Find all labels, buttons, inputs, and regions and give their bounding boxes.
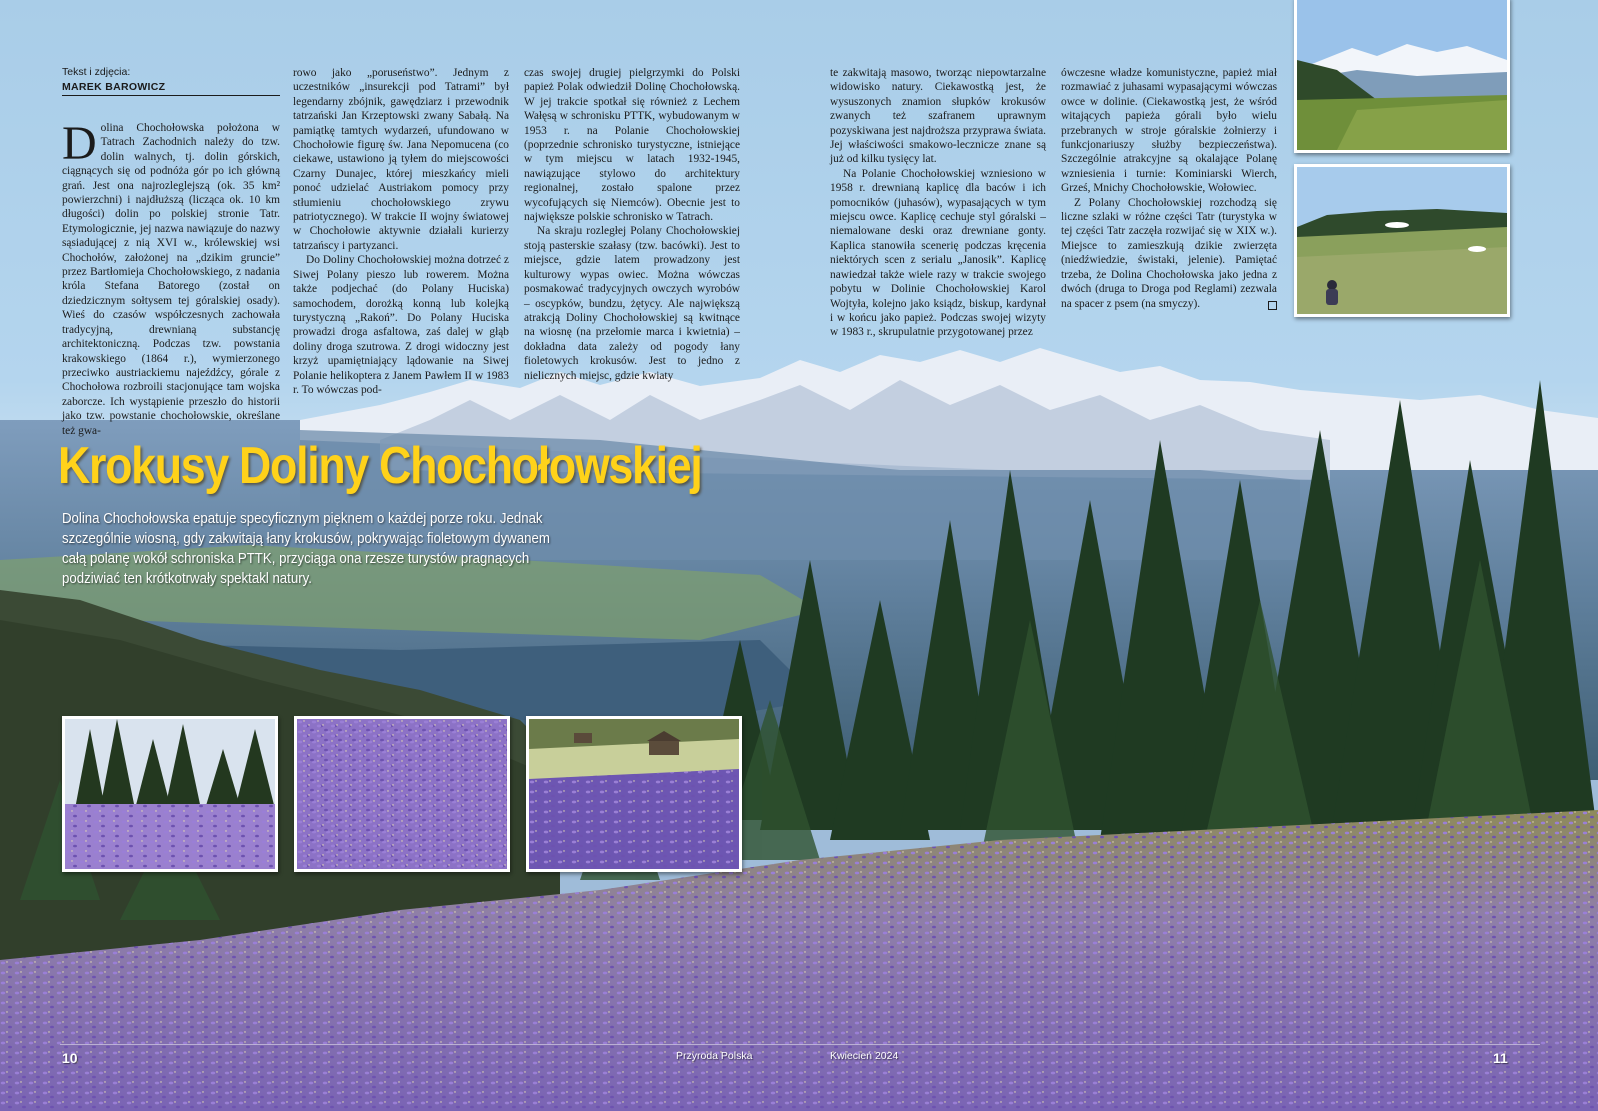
- crocus-forest-photo-art: [65, 719, 275, 869]
- crocus-carpet-photo-art: [297, 719, 507, 869]
- mountain-valley-photo-art: [1297, 0, 1507, 150]
- article-title: Krokusy Doliny Chochołowskiej: [58, 437, 702, 495]
- end-of-article-mark: [1268, 301, 1277, 310]
- article-lead: Dolina Chochołowska epatuje specyficznym pięknem o każdej porze roku. Jednak szczególnie wiosną, gdy zakwitają łany krokusów, pokrywając fioletowym dywanem całą polanę wokół schroniska PTTK, przyciąga ona rzesze turystów pragnących podziwiać ten krótkotrwały spektakl natury.: [62, 511, 550, 587]
- credit-label: Tekst i zdjęcia:: [62, 66, 131, 78]
- article-paragraph: [62, 117, 280, 438]
- article-column-2: [293, 66, 509, 397]
- article-paragraph: [1061, 196, 1277, 311]
- paragraph-text: olina Chochołowska położona w Tatrach Zachodnich należy do tzw. dolin walnych, tj. dolin górskich, ciągnących się od podnóża gór po ich główną grań. Jest ona najrozleglejszą (ok. 35 km² powierzchni) i najdłuższą (licząca ok. 10 km długości) dolin po polskiej stronie Tatr. Etymologicznie, jej nazwa nawiązuje do nazwy sąsiadującej z nią XVI w., królewskiej wsi Chochołów, założonej na „dzikim gruncie” przez Bartłomieja Chochołowskiego, z nadania króla Stefana Batorego (został on dziedzicznym sołtysem tej góralskiej osady). Wieś do czasów współczesnych zachowała tradycyjną, drewnianą substancję architektoniczną. Podczas tzw. powstania krakowskiego (1864 r.), wymierzonego przeciwko austriackiemu najeźdźcy, górale z Chochołowa rozbroili stacjonujące tam wojska zaborcze. Ich wystąpienie przeszło do historii jako tzw. powstanie chochołowskie, określane też gwa-: [62, 122, 280, 437]
- hiker-meadow-photo-art: [1297, 167, 1507, 314]
- article-column-3: [524, 66, 740, 383]
- author-name: MAREK BAROWICZ: [62, 81, 166, 93]
- photo-crocus-forest-edge: [62, 716, 278, 872]
- issue-date: Kwiecień 2024: [830, 1050, 899, 1062]
- article-paragraph: rowo jako „poruseństwo”. Jednym z uczestników „insurekcji pod Tatrami” był legendarny zbójnik, gawędziarz i przewodnik tatrzański Jan Krzeptowski zwany Sabałą. Na pamiątkę tamtych wydarzeń, ufundowano w Chochołowie figurę św. Jana Nepomucena (co ciekawe, ustawiono ją tyłem do miejscowości Czarny Dunajec, której mieszkańcy mieli ponoć udzielać Austriakom pomocy przy stłumieniu chochołowskiego zrywu patriotycznego). W trakcie II wojny światowej w Chochołowie aktywnie działali kurierzy tatrzańscy i partyzanci.: [293, 67, 509, 252]
- article-column-5: [1061, 66, 1277, 311]
- photo-hiker-meadow: [1294, 164, 1510, 317]
- article-paragraph: czas swojej drugiej pielgrzymki do Polski papież Polak odwiedził Dolinę Chochołowską. W jej trakcie spotkał się również z Lechem Wałęsą w schronisku PTTK, wybudowanym w 1953 r. na Polanie Chochołowskiej (poprzednie schronisko turystyczne, istniejące w tym miejscu w latach 1932-1945, nawiązujące stylowo do architektury regionalnej, zostało spalone przez wycofujących się Niemców). Obecnie jest to największe polskie schronisko w Tatrach.: [524, 67, 740, 224]
- article-paragraph: Do Doliny Chochołowskiej można dotrzeć z Siwej Polany pieszo lub rowerem. Można także podjechać (do Polany Huciska) samochodem, dorożką konną lub kolejką turystyczną „Rakoń”. Do Polany Huciska prowadzi droga asfaltowa, zaś dalej w głąb doliny droga szutrowa. Z drogi widoczny jest krzyż upamiętniający lądowanie na Siwej Polanie helikoptera z Janem Pawłem II w 1983 r. To wówczas pod-: [293, 254, 509, 396]
- photo-crocus-carpet: [294, 716, 510, 872]
- footer-divider: [60, 1044, 1540, 1045]
- page-number-left: 10: [62, 1050, 78, 1066]
- shepherd-huts-photo-art: [529, 719, 739, 869]
- article-paragraph: Na skraju rozległej Polany Chochołowskiej stoją pasterskie szałasy (tzw. bacówki). Jest to miejsce, gdzie latem prowadzony jest kulturowy wypas owiec. Można wówczas posmakować tradycyjnych owczych wyrobów – oscypków, bundzu, żętycy. Ale największą atrakcją Doliny Chochołowskiej są kwitnące na wiosnę (na przełomie marca i kwietnia) – dokładna data zależy od pogody łany fioletowych krokusów. Jest to jedno z nielicznych miejsc, gdzie kwiaty: [524, 225, 740, 382]
- photo-crocus-shepherd-huts: [526, 716, 742, 872]
- page-number-right: 11: [1493, 1050, 1508, 1066]
- paragraph-text: Z Polany Chochołowskiej rozchodzą się liczne szlaki w różne części Tatr (turystyka w tej części Tatr zaczęła rozwijać się w XIX w.). Miejsce to zamieszkują dzikie zwierzęta (niedźwiedzie, świstaki, jelenie). Pamiętać trzeba, że Dolina Chochołowska jako jedna z dwóch (druga to Droga pod Reglami) zezwala na spacer z psem (na smyczy).: [1061, 196, 1277, 310]
- credit-divider: [62, 95, 280, 96]
- article-paragraph: ówczesne władze komunistyczne, papież miał rozmawiać z juhasami wypasającymi wówczas owce w dolinie. (Ciekawostką jest, że wśród witających papieża górali było wielu przebranych w stroje góralskie żołnierzy i funkcjonariuszy służby bezpieczeństwa). Szczególnie atrakcyjne są okalające Polanę wzniesienia i turnie: Kominiarski Wierch, Grześ, Mnichy Chochołowskie, Wołowiec.: [1061, 67, 1277, 195]
- dropcap-letter: D: [62, 117, 97, 170]
- magazine-name: Przyroda Polska: [676, 1050, 753, 1062]
- article-column-1: [62, 117, 280, 438]
- article-paragraph: Na Polanie Chochołowskiej wzniesiono w 1958 r. drewnianą kaplicę dla baców i ich pomocników (juhasów), wypasających w tym miejscu owce. Kaplicę cechuje styl góralski – niemalowane deski oraz drewniane gonty. Kaplica stanowiła scenerię podczas kręcenia niektórych scen z serialu „Janosik”. Kaplicę nawiedzał także wiele razy w trakcie swojego pobytu w Dolinie Chochołowskiej Karol Wojtyła, kolejno jako ksiądz, biskup, kardynał i w końcu jako papież. Podczas swojej wizyty w 1983 r., skrupulatnie przygotowanej przez: [830, 167, 1046, 339]
- photo-tatra-panorama: [1294, 0, 1510, 153]
- article-paragraph: te zakwitają masowo, tworząc niepowtarzalne widowisko natury. Ciekawostką jest, że wysuszonych znamion słupków krokusów zwanych też szafranem uprawnym pozyskiwana jest najdroższa przyprawa świata. Jej właściwości smakowo-lecznicze znane są już od kilku tysięcy lat.: [830, 67, 1046, 166]
- article-column-4: [830, 66, 1046, 340]
